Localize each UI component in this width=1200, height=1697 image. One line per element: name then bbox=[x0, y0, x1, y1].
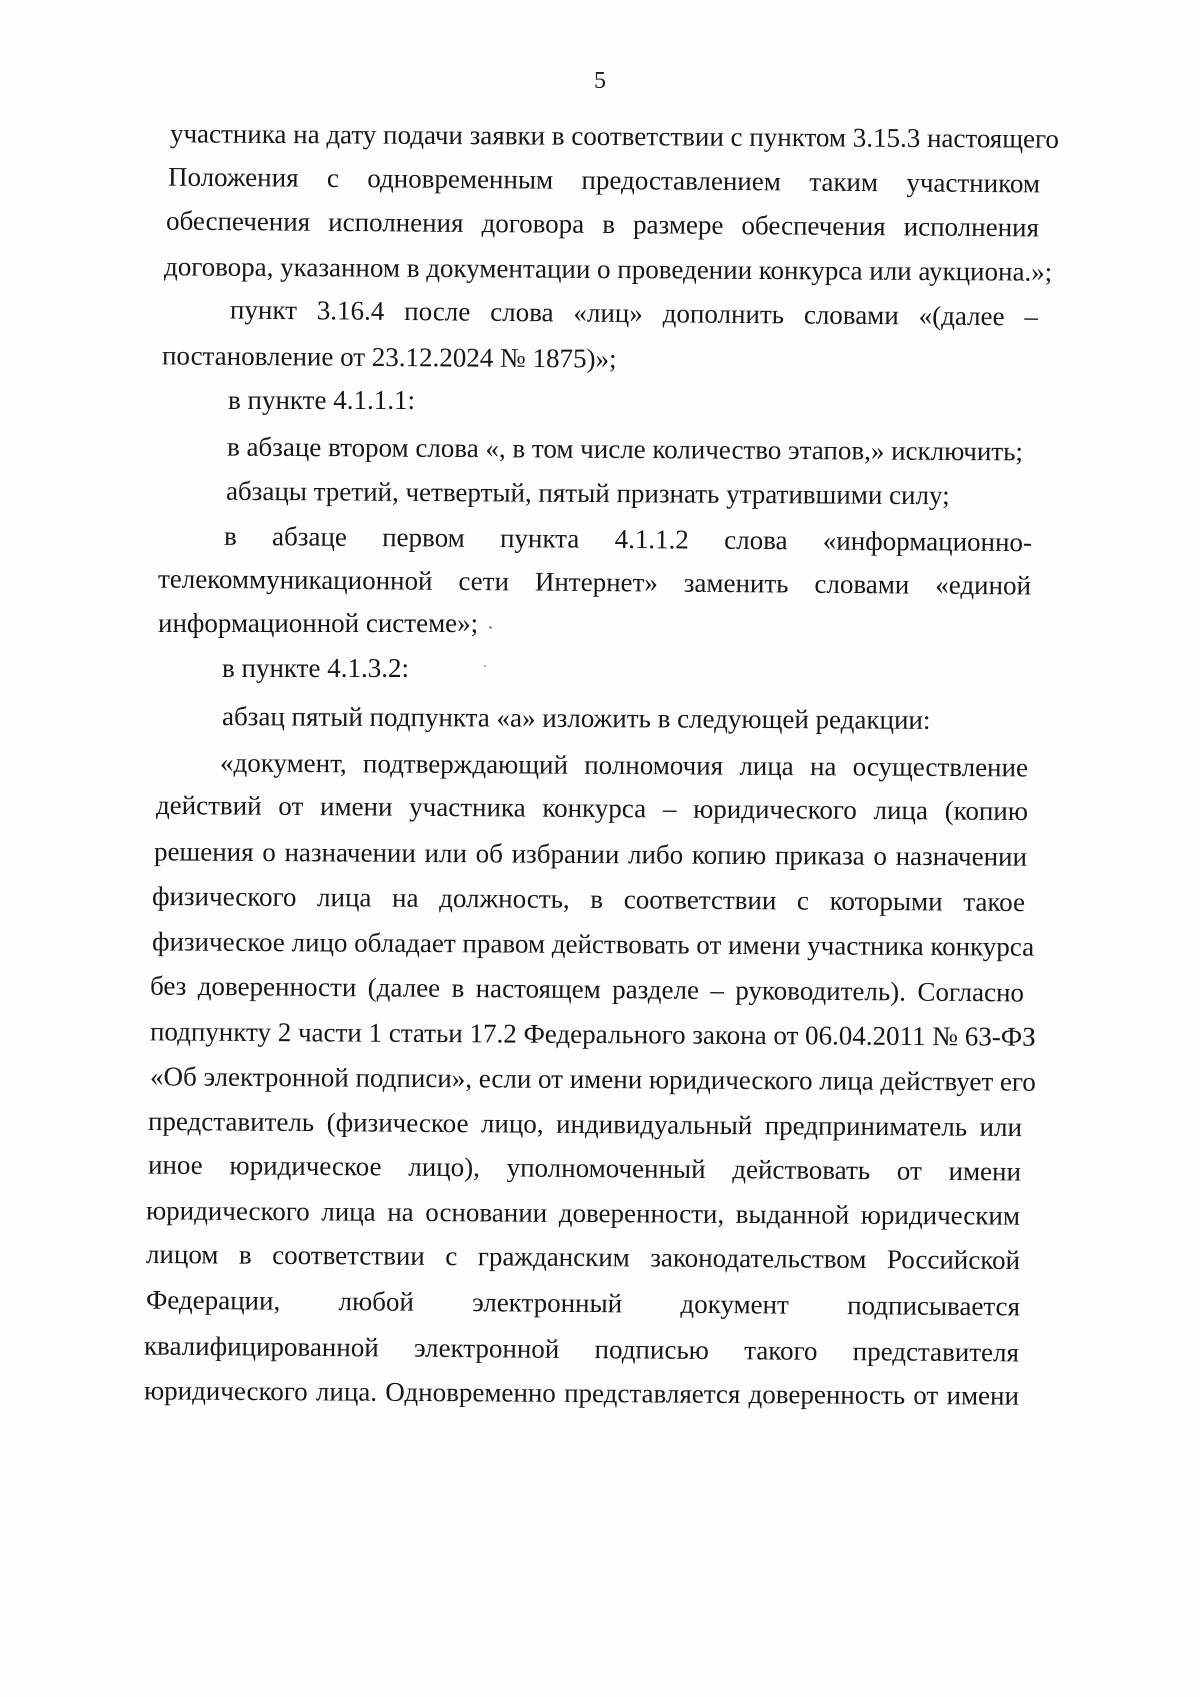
text-line: в пункте 4.1.1.1: bbox=[228, 385, 415, 415]
text-line: в пункте 4.1.3.2: bbox=[222, 653, 409, 683]
text-line: информационной системе»; bbox=[158, 608, 479, 638]
text-line: подпункту 2 части 1 статьи 17.2 Федерального закона от 06.04.2011 № 63-ФЗ bbox=[149, 1016, 1036, 1052]
text-line: юридического лица на основании доверенности, выданной юридическим bbox=[145, 1195, 1021, 1231]
text-line: физическое лицо обладает правом действовать от имени участника конкурса bbox=[151, 926, 1035, 962]
text-line: без доверенности (далее в настоящем разделе – руководитель). Согласно bbox=[149, 970, 1025, 1008]
page-number: 5 bbox=[594, 68, 606, 94]
text-line: абзацы третий, четвертый, пятый признать утратившими силу; bbox=[225, 475, 950, 511]
scan-speck bbox=[484, 665, 486, 667]
text-line: в абзаце первом пункта 4.1.1.2 слова «информационно- bbox=[223, 520, 1033, 558]
text-line: квалифицированной электронной подписью такого представителя bbox=[143, 1330, 1020, 1368]
text-line: иное юридическое лицо), уполномоченный действовать от имени bbox=[147, 1149, 1022, 1187]
text-line: «Об электронной подписи», если от имени юридического лица действует его bbox=[149, 1061, 1036, 1097]
text-line: участника на дату подачи заявки в соответствии с пунктом 3.15.3 настоящего bbox=[169, 118, 1060, 154]
text-line: Положения с одновременным предоставлением таким участником bbox=[167, 161, 1041, 199]
text-line: представитель (физическое лицо, индивидуальный предприниматель или bbox=[147, 1105, 1023, 1143]
text-line: «документ, подтверждающий полномочия лица на осуществление bbox=[219, 747, 1029, 783]
text-line: абзац пятый подпункта «а» изложить в следующей редакции: bbox=[221, 701, 931, 735]
text-line: договора, указанном в документации о проведении конкурса или аукциона.»; bbox=[163, 251, 1053, 287]
text-line: постановление от 23.12.2024 № 1875)»; bbox=[161, 340, 617, 374]
text-line: решения о назначении или об избрании либо копию приказа о назначении bbox=[153, 836, 1028, 872]
text-line: в абзаце втором слова «, в том числе количество этапов,» исключить; bbox=[226, 431, 1024, 467]
scan-speck bbox=[489, 626, 492, 629]
text-line: физического лица на должность, в соответствии с которыми такое bbox=[151, 880, 1026, 918]
text-line: Федерации, любой электронный документ подписывается bbox=[145, 1284, 1021, 1322]
text-line: пункт 3.16.4 после слова «лиц» дополнить словами «(далее – bbox=[229, 294, 1039, 332]
text-line: телекоммуникационной сети Интернет» заменить словами «единой bbox=[157, 563, 1032, 601]
text-line: юридического лица. Одновременно представляется доверенность от имени bbox=[143, 1375, 1020, 1411]
text-line: действий от имени участника конкурса – юридического лица (копию bbox=[155, 789, 1029, 827]
text-line: лицом в соответствии с гражданским законодательством Российской bbox=[145, 1238, 1021, 1276]
text-line: обеспечения исполнения договора в размере обеспечения исполнения bbox=[165, 205, 1040, 243]
